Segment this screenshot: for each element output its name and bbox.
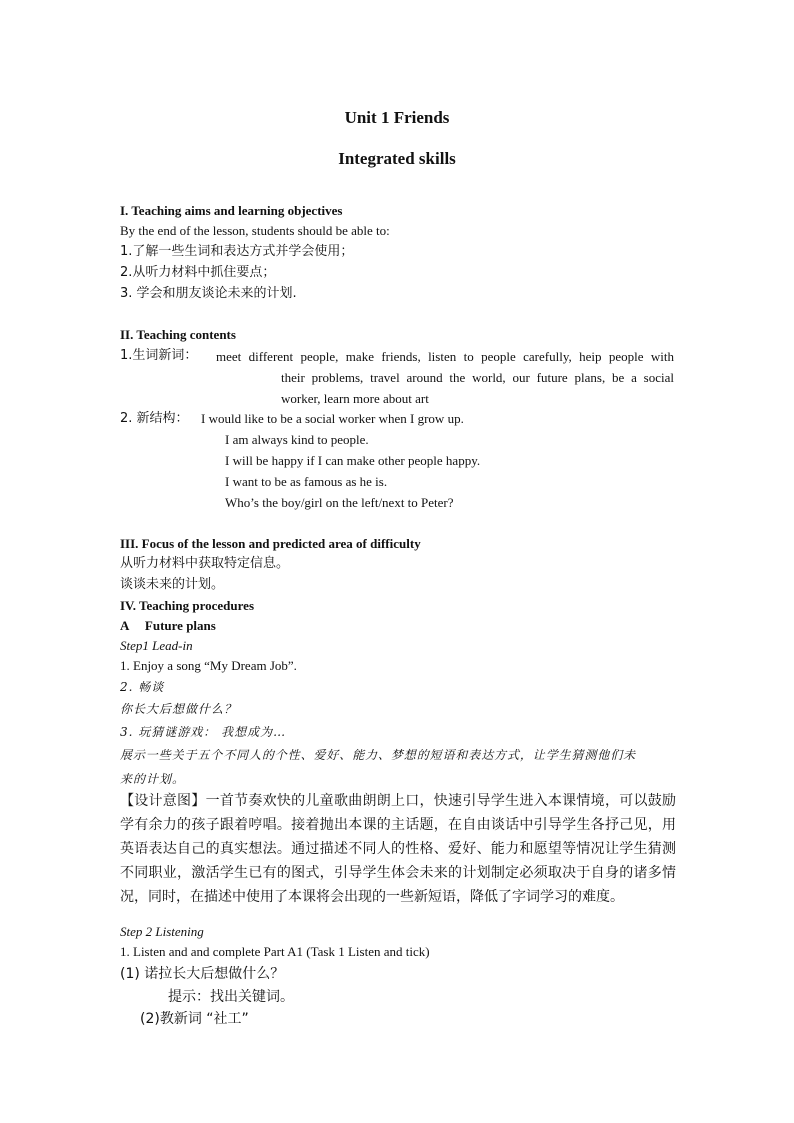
section-heading-focus: III. Focus of the lesson and predicted area of difficulty bbox=[120, 536, 421, 551]
section-heading-contents: II. Teaching contents bbox=[120, 327, 236, 342]
design-intent-paragraph: 【设计意图】一首节奏欢快的儿童歌曲朗朗上口，快速引导学生进入本课情境，可以鼓励学有余力的孩子跟着哼唱。接着抛出本课的主话题，在自由谈话中引导学生各抒己见，用英语表达自己的真实想法。通过描述不同人的性格、爱好、能力和愿望等情况让学生猜测不同职业，激活学生已有的图式，引导学生体会未来的计划制定必须取决于自身的诸多情况，同时，在描述中使用了本课将会出现的一些新短语，降低了字词学习的难度。 bbox=[120, 793, 676, 905]
structures-label: 2. 新结构： bbox=[120, 411, 189, 426]
structure-line-5: Who’s the boy/girl on the left/next to Peter? bbox=[225, 495, 454, 510]
step1-item-4: 3. 玩猜谜游戏： 我想成为… bbox=[120, 725, 287, 739]
vocab-line-3: worker, learn more about art bbox=[281, 391, 429, 406]
structure-line-4: I want to be as famous as he is. bbox=[225, 474, 388, 489]
part-a-heading: A Future plans bbox=[120, 618, 216, 633]
document-title: Unit 1 Friends bbox=[344, 108, 450, 127]
vocab-label: 1.生词新词： bbox=[120, 348, 198, 363]
aims-intro: By the end of the lesson, students should be able to: bbox=[120, 223, 390, 238]
step2-item-1: 1. Listen and and complete Part A1 (Task 1 Listen and tick) bbox=[120, 944, 430, 959]
step2-item-2: (1) 诺拉长大后想做什么？ bbox=[120, 966, 285, 982]
aims-item-1: 1.了解一些生词和表达方式并学会使用； bbox=[120, 244, 354, 259]
vocab-line-1: meet different people, make friends, listen to people carefully, heip people with bbox=[216, 349, 674, 364]
step1-item-3: 你长大后想做什么？ bbox=[120, 702, 238, 716]
aims-item-2: 2.从听力材料中抓住要点； bbox=[120, 265, 276, 280]
step1-item-1: 1. Enjoy a song “My Dream Job”. bbox=[120, 658, 297, 673]
section-heading-procedures: IV. Teaching procedures bbox=[120, 598, 255, 613]
step1-item-2: 2. 畅谈 bbox=[120, 680, 165, 694]
step2-item-4: (2)教新词 “社工” bbox=[140, 1011, 249, 1027]
focus-line-2: 谈谈未来的计划。 bbox=[120, 577, 225, 592]
vocab-line-2: their problems, travel around the world, our future plans, be a social bbox=[281, 370, 674, 385]
step1-item-6: 来的计划。 bbox=[120, 772, 186, 786]
structure-line-2: I am always kind to people. bbox=[225, 432, 369, 447]
step1-title: Step1 Lead-in bbox=[120, 638, 193, 653]
step2-title: Step 2 Listening bbox=[120, 924, 204, 939]
structure-line-3: I will be happy if I can make other people happy. bbox=[225, 453, 481, 468]
structure-line-1: I would like to be a social worker when I grow up. bbox=[201, 411, 464, 426]
step2-item-3: 提示：找出关键词。 bbox=[168, 989, 294, 1005]
focus-line-1: 从听力材料中获取特定信息。 bbox=[120, 556, 290, 571]
section-heading-aims: I. Teaching aims and learning objectives bbox=[120, 203, 343, 218]
step1-item-5: 展示一些关于五个不同人的个性、爱好、能力、梦想的短语和表达方式，让学生猜测他们未 bbox=[120, 748, 637, 762]
aims-item-3: 3. 学会和朋友谈论未来的计划. bbox=[120, 286, 297, 301]
document-subtitle: Integrated skills bbox=[338, 149, 456, 168]
